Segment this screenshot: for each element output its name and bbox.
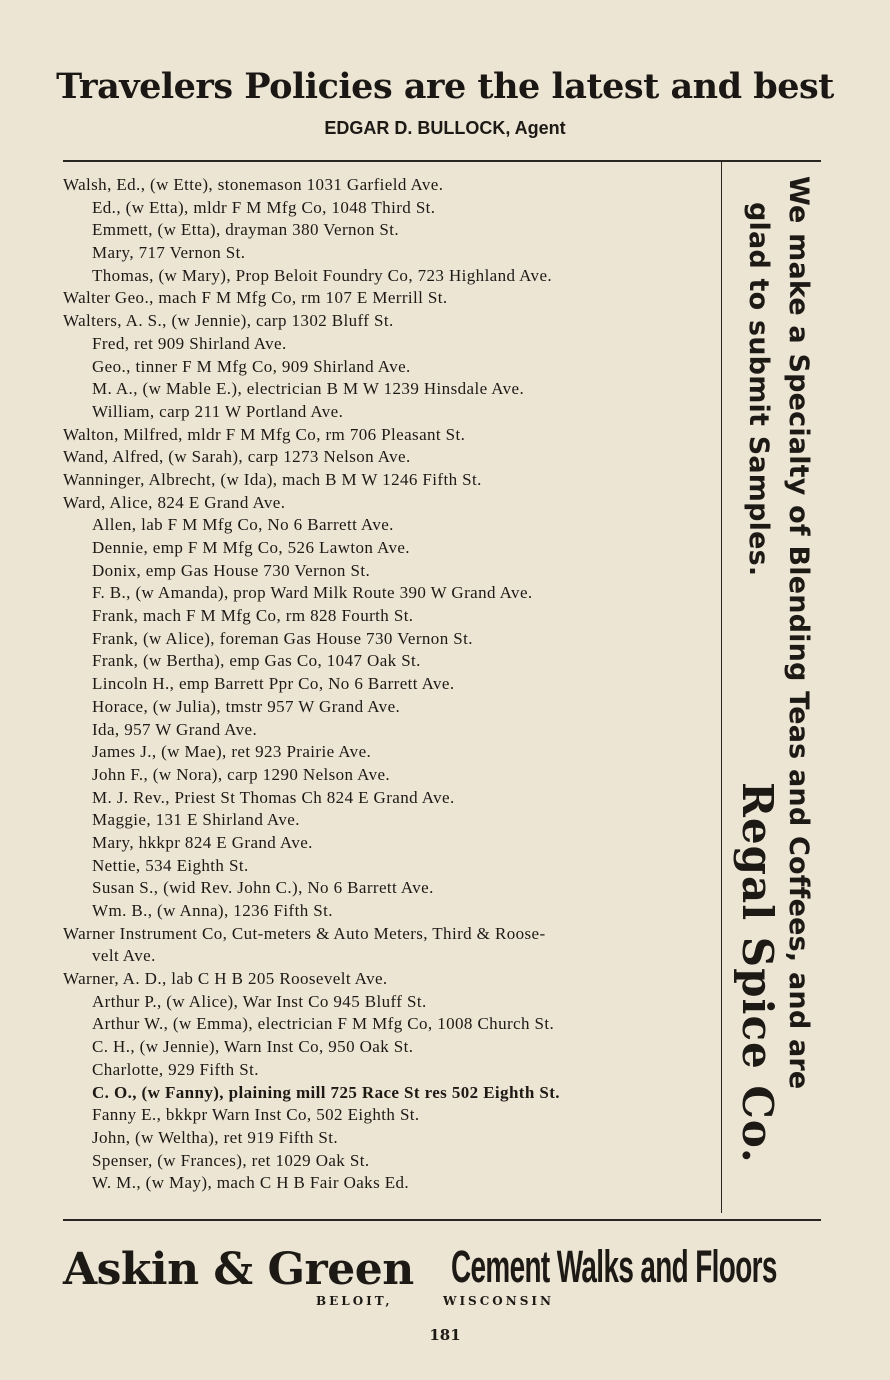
footer-city: BELOIT, — [316, 1294, 393, 1308]
directory-entry: Charlotte, 929 Fifth St. — [92, 1059, 259, 1079]
directory-entry: Wm. B., (w Anna), 1236 Fifth St. — [92, 901, 333, 920]
directory-entry: Walsh, Ed., (w Ette), stonemason 1031 Garfield Ave. — [63, 175, 444, 194]
agent-line: EDGAR D. BULLOCK, Agent — [324, 118, 566, 138]
directory-entry: Mary, 717 Vernon St. — [92, 243, 246, 263]
directory-entry: Frank, mach F M Mfg Co, rm 828 Fourth St. — [92, 606, 414, 626]
bottom-divider — [63, 1219, 821, 1221]
side-ad-line-1: We make a Specialty of Blending Teas and Coffees, and are — [783, 176, 814, 1090]
directory-entry: John, (w Weltha), ret 919 Fifth St. — [92, 1127, 339, 1147]
directory-entry: Walter Geo., mach F M Mfg Co, rm 107 E Merrill St. — [63, 288, 448, 308]
directory-entry: Wand, Alfred, (w Sarah), carp 1273 Nelson Ave. — [63, 447, 411, 467]
directory-entry: Frank, (w Alice), foreman Gas House 730 Vernon St. — [92, 628, 473, 648]
footer-company: Askin & Green — [63, 1244, 414, 1295]
directory-entry: velt Ave. — [92, 946, 156, 966]
directory-entry: Susan S., (wid Rev. John C.), No 6 Barrett Ave. — [92, 878, 434, 898]
footer-tagline: Cement Walks and Floors — [451, 1241, 777, 1292]
directory-entry: Allen, lab F M Mfg Co, No 6 Barrett Ave. — [92, 515, 394, 535]
side-ad-company: Regal Spice Co. — [733, 782, 782, 1164]
directory-entry: William, carp 211 W Portland Ave. — [92, 401, 344, 421]
directory-entry: Wanninger, Albrecht, (w Ida), mach B M W 1246 Fifth St. — [63, 469, 482, 489]
directory-entry: John F., (w Nora), carp 1290 Nelson Ave. — [92, 764, 391, 784]
directory-entry: Fred, ret 909 Shirland Ave. — [92, 333, 287, 353]
directory-entry: Arthur W., (w Emma), electrician F M Mfg Co, 1008 Church St. — [92, 1014, 555, 1034]
directory-entry: Emmett, (w Etta), drayman 380 Vernon St. — [92, 220, 399, 240]
directory-entry: Frank, (w Bertha), emp Gas Co, 1047 Oak St. — [92, 651, 421, 671]
directory-entry: C. H., (w Jennie), Warn Inst Co, 950 Oak St. — [92, 1037, 414, 1057]
directory-entry: Geo., tinner F M Mfg Co, 909 Shirland Ave. — [92, 356, 411, 376]
footer-location — [316, 1294, 554, 1308]
directory-entry: Nettie, 534 Eighth St. — [92, 855, 249, 875]
directory-entry: Warner Instrument Co, Cut-meters & Auto Meters, Third & Roose- — [63, 923, 546, 943]
page-number: 181 — [429, 1326, 461, 1344]
directory-entry: Walton, Milfred, mldr F M Mfg Co, rm 706 Pleasant St. — [63, 424, 466, 444]
directory-entry: Mary, hkkpr 824 E Grand Ave. — [92, 832, 313, 852]
directory-entry: Lincoln H., emp Barrett Ppr Co, No 6 Barrett Ave. — [92, 674, 455, 694]
directory-entry: M. A., (w Mable E.), electrician B M W 1239 Hinsdale Ave. — [92, 379, 525, 399]
directory-entry: Arthur P., (w Alice), War Inst Co 945 Bluff St. — [92, 991, 427, 1011]
directory-entry: C. O., (w Fanny), plaining mill 725 Race St res 502 Eighth St. — [92, 1082, 560, 1102]
footer-state: WISCONSIN — [442, 1294, 554, 1308]
directory-entry: Walters, A. S., (w Jennie), carp 1302 Bluff St. — [63, 311, 394, 331]
directory-entry: Thomas, (w Mary), Prop Beloit Foundry Co, 723 Highland Ave. — [92, 265, 553, 285]
directory-listing — [63, 174, 713, 1195]
header-title: Travelers Policies are the latest and best — [56, 66, 834, 107]
side-ad-line-2: glad to submit Samples. — [743, 202, 774, 577]
directory-entry: James J., (w Mae), ret 923 Prairie Ave. — [92, 742, 372, 762]
directory-entry: Ward, Alice, 824 E Grand Ave. — [63, 492, 286, 512]
directory-entry: Maggie, 131 E Shirland Ave. — [92, 810, 300, 830]
directory-entry: Dennie, emp F M Mfg Co, 526 Lawton Ave. — [92, 538, 410, 557]
top-divider — [63, 160, 821, 162]
directory-entry: Fanny E., bkkpr Warn Inst Co, 502 Eighth St. — [92, 1105, 420, 1125]
directory-entry: Donix, emp Gas House 730 Vernon St. — [92, 560, 371, 580]
directory-entry: Horace, (w Julia), tmstr 957 W Grand Ave. — [92, 696, 401, 716]
directory-entry: Ed., (w Etta), mldr F M Mfg Co, 1048 Third St. — [92, 197, 436, 217]
directory-entry: M. J. Rev., Priest St Thomas Ch 824 E Grand Ave. — [92, 787, 455, 807]
side-advertisement — [720, 176, 820, 1196]
directory-entry: Warner, A. D., lab C H B 205 Roosevelt Ave. — [63, 969, 388, 989]
directory-entry: F. B., (w Amanda), prop Ward Milk Route 390 W Grand Ave. — [92, 583, 533, 603]
directory-entry: Spenser, (w Frances), ret 1029 Oak St. — [92, 1150, 370, 1170]
directory-entry: Ida, 957 W Grand Ave. — [92, 719, 258, 739]
directory-entry: W. M., (w May), mach C H B Fair Oaks Ed. — [92, 1173, 410, 1193]
